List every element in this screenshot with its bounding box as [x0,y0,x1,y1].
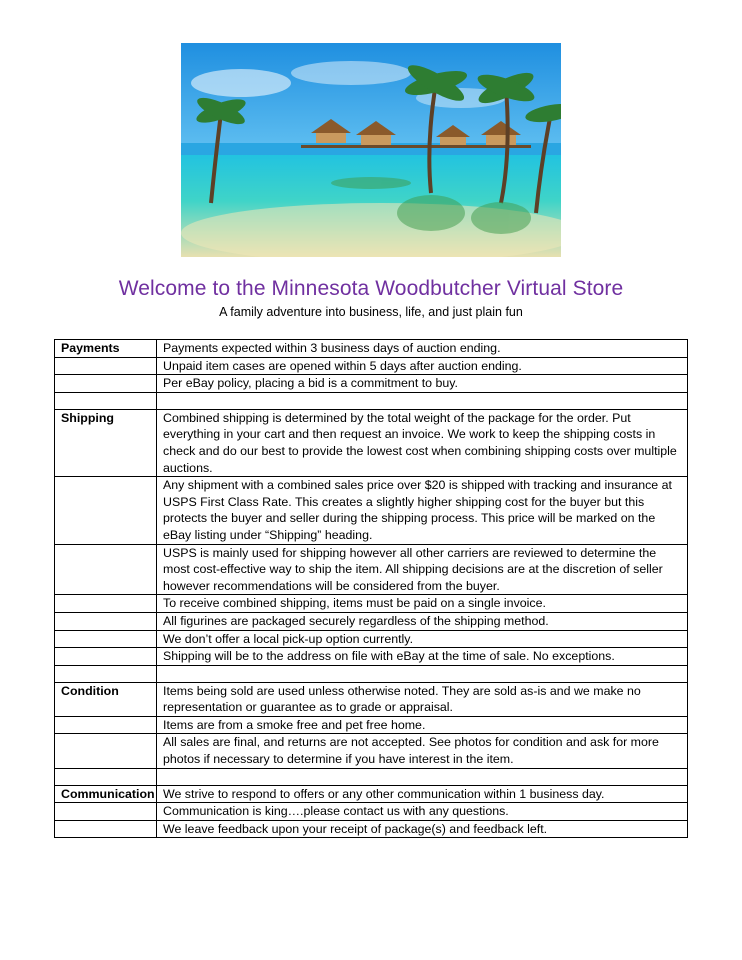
policy-text: Unpaid item cases are opened within 5 days after auction ending. [157,357,688,375]
policy-text: Communication is king….please contact us with any questions. [157,803,688,821]
spacer-cell [157,392,688,409]
policy-text: USPS is mainly used for shipping however all other carriers are reviewed to determine the most cost-effective way to ship the item. All shipping decisions are at the discretion of seller however recommendations will be considered from the buyer. [157,544,688,595]
policy-text: We strive to respond to offers or any other communication within 1 business day. [157,785,688,803]
policy-row [55,340,688,358]
section-spacer-row [55,665,688,682]
tropical-resort-photo [181,43,561,257]
policy-category-payments: Payments [55,340,157,358]
spacer-cell [55,665,157,682]
policy-category-cell [55,716,157,734]
policy-row [55,785,688,803]
policy-text: Any shipment with a combined sales price over $20 is shipped with tracking and insurance at USPS First Class Rate. This creates a slightly higher shipping cost for the buyer but this protects the buyer and seller during the shipping process. This price will be marked on the eBay listing under “Shipping” heading. [157,477,688,544]
policy-category-condition: Condition [55,682,157,716]
policy-text: All figurines are packaged securely regardless of the shipping method. [157,612,688,630]
policy-text: Combined shipping is determined by the total weight of the package for the order. Put everything in your cart and then request an invoice. We work to keep the shipping costs in check and do our best to provide the lowest cost when combining shipping costs over multiple auctions. [157,409,688,476]
resort-image [181,43,561,257]
policy-row [55,734,688,768]
policy-category-cell [55,803,157,821]
policy-text: We don’t offer a local pick-up option currently. [157,630,688,648]
section-spacer-row [55,768,688,785]
spacer-cell [157,768,688,785]
policy-category-cell [55,734,157,768]
policy-row [55,820,688,838]
policy-category-cell [55,630,157,648]
policy-category-cell [55,357,157,375]
policy-row [55,375,688,393]
spacer-cell [157,665,688,682]
policy-row [55,612,688,630]
policy-row [55,544,688,595]
policy-text: Payments expected within 3 business days of auction ending. [157,340,688,358]
section-spacer-row [55,392,688,409]
policy-row [55,409,688,476]
policy-category-cell [55,477,157,544]
policy-row [55,630,688,648]
policy-category-communication: Communication [55,785,157,803]
policy-category-shipping: Shipping [55,409,157,476]
policy-row [55,716,688,734]
store-policy-table [54,339,688,838]
policy-category-cell [55,648,157,666]
policy-row [55,803,688,821]
policy-text: Shipping will be to the address on file with eBay at the time of sale. No exceptions. [157,648,688,666]
policy-row [55,595,688,613]
policy-category-cell [55,820,157,838]
policy-text: We leave feedback upon your receipt of package(s) and feedback left. [157,820,688,838]
policy-row [55,357,688,375]
policy-category-cell [55,375,157,393]
policy-row [55,648,688,666]
policy-text: Per eBay policy, placing a bid is a commitment to buy. [157,375,688,393]
store-tagline: A family adventure into business, life, and just plain fun [219,305,523,319]
spacer-cell [55,392,157,409]
policy-row [55,477,688,544]
policy-category-cell [55,544,157,595]
policy-category-cell [55,595,157,613]
policy-text: All sales are final, and returns are not accepted. See photos for condition and ask for more photos if necessary to determine if you have interest in the item. [157,734,688,768]
policy-text: To receive combined shipping, items must be paid on a single invoice. [157,595,688,613]
policy-row [55,682,688,716]
policy-text: Items are from a smoke free and pet free home. [157,716,688,734]
policy-category-cell [55,612,157,630]
policy-text: Items being sold are used unless otherwise noted. They are sold as-is and we make no representation or guarantee as to grade or appraisal. [157,682,688,716]
store-title: Welcome to the Minnesota Woodbutcher Virtual Store [118,277,624,300]
spacer-cell [55,768,157,785]
